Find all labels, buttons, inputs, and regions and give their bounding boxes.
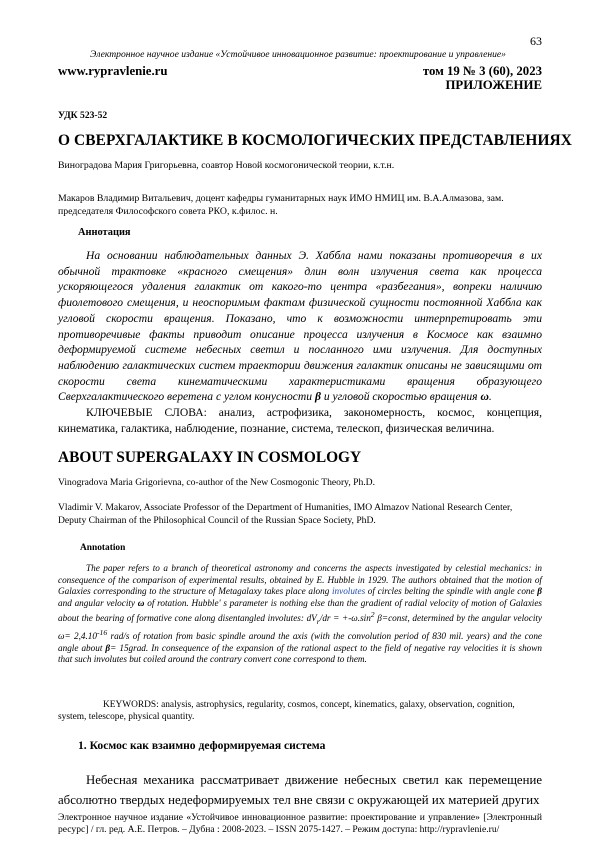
- abstract-en-part: β=const, determined by the angular velocity ω= 2,4.10: [58, 613, 542, 642]
- abstract-heading-en: Annotation: [80, 543, 126, 553]
- keywords-en: KEYWORDS: analysis, astrophysics, regularity, cosmos, concept, kinematics, galaxy, observation, cognition, system, telescope, physical quantity.: [58, 700, 515, 722]
- subscript-r: r: [316, 616, 320, 626]
- abstract-ru-text: На основании наблюдательных данных Э. Хаббла нами показаны противоречия в их обычной трактовке «красного смещения» длин волн излучения света как процесса ускоряющегося удаления галактик от какого-то центра «разбегания», вопреки наличию фиолетового смещения, и неоспоримым фактам физической сущности постоянной Хаббла как угловой скорости вращения. Показано, что к возможности интерпретировать эти противоречивые факты приводит описание процесса излучения в Космосе как взаимно деформируемой системе небесных светил и посланного ими излучения. Для доступных наблюдению галактических систем траектории движения галактик описаны не зависящими от скорости света кинематическими характеристиками вращения образующего Сверхгалактического веретена с углом конусности: [58, 249, 542, 404]
- author-ru-1: Виноградова Мария Григорьевна, соавтор Новой космогонической теории, к.т.н.: [58, 160, 395, 171]
- abstract-en: [58, 563, 542, 666]
- section-heading: 1. Космос как взаимно деформируемая система: [78, 739, 326, 752]
- omega-symbol: ω: [480, 390, 489, 404]
- abstract-ru-text-mid: и угловой скоростью вращения: [320, 390, 481, 404]
- abstract-ru: [58, 248, 542, 405]
- abstract-en-part: /dr = +-ω.sin: [319, 613, 371, 624]
- abstract-heading-ru: Аннотация: [78, 227, 131, 238]
- section-body: Небесная механика рассматривает движение небесных светил как перемещение абсолютно твердых недеформируемых тел вне связи с окружающей их материей других: [58, 773, 542, 807]
- beta-symbol: β: [314, 390, 321, 404]
- abstract-en-part: = 15grad. In consequence of the expansion of the rational aspect to the field of negative ray velocities it is shown that such involutes but coiled around the contrary convert cone correspond to them.: [58, 642, 543, 665]
- keywords-ru-text: анализ, астрофизика, закономерность, космос, концепция, кинематика, галактика, наблюдение, познание, система, телескоп, физическая величина.: [58, 406, 543, 435]
- footer-citation: Электронное научное издание «Устойчивое инновационное развитие: проектирование и управление» [Электронный ресурс] / гл. ред. А.Е. Петров. – Дубна : 2008-2023. – ISSN 2075-1427. – Режим доступа: http://rypravlenie.ru/: [58, 812, 542, 835]
- abstract-en-part: The paper refers to a branch of theoretical astronomy and concerns the aspects investigated by celestial mechanics: in consequence of the comparison of experimental results, obtained by E. Hubble in 1929. The authors obtained that the motion of Galaxies corresponding to the structure of Metagalaxy takes place along: [58, 563, 542, 596]
- author-en-1: Vinogradova Maria Grigorievna, co-author of the New Cosmogonic Theory, Ph.D.: [58, 477, 376, 488]
- superscript-exponent: -16: [96, 628, 108, 638]
- abstract-en-part: rad/s of rotation from basic spindle around the axis (with the convolution period of 830 mil. years) and the cone angle about: [58, 631, 542, 653]
- site-address: www.rypravlenie.ru: [58, 64, 168, 78]
- page-number: 63: [530, 34, 542, 48]
- involutes-link[interactable]: involutes: [331, 586, 366, 596]
- abstract-en-part: of circles belting the spindle with angle cone: [365, 586, 538, 596]
- author-ru-2: Макаров Владимир Витальевич, доцент кафедры гуманитарных наук ИМО НМИЦ им. В.А.Алмазова, зам. председателя Философского совета РКО, к.филос. н.: [58, 193, 504, 217]
- article-title-en: ABOUT SUPERGALAXY IN COSMOLOGY: [58, 449, 362, 466]
- beta-symbol: β: [105, 642, 111, 653]
- omega-symbol: ω: [137, 597, 145, 608]
- article-title-ru: О СВЕРХГАЛАКТИКЕ В КОСМОЛОГИЧЕСКИХ ПРЕДСТАВЛЕНИЯХ: [58, 132, 572, 149]
- appendix-label: ПРИЛОЖЕНИЕ: [445, 78, 542, 92]
- udc-code: УДК 523-52: [58, 110, 108, 121]
- abstract-en-part: of rotation. Hubble' s parameter is nothing else than the gradient of radial velocity of motion of Galaxies about the bearing of formative cone along disentangled involutes: dV: [58, 597, 542, 624]
- volume-info: том 19 № 3 (60), 2023: [422, 64, 542, 78]
- abstract-ru-text-end: .: [488, 390, 492, 404]
- author-en-2: Vladimir V. Makarov, Associate Professor of the Department of Humanities, IMO Almazov National Research Center, Deputy Chairman of the Philosophical Council of the Russian Space Society, PhD.: [58, 502, 513, 526]
- superscript-2: 2: [370, 610, 375, 619]
- beta-symbol: β: [537, 586, 542, 596]
- keywords-ru: [58, 405, 542, 436]
- keywords-ru-label: КЛЮЧЕВЫЕ СЛОВА:: [86, 406, 207, 419]
- journal-title: Электронное научное издание «Устойчивое инновационное развитие: проектирование и управление»: [90, 49, 506, 60]
- abstract-en-part: and angular velocity: [58, 597, 138, 608]
